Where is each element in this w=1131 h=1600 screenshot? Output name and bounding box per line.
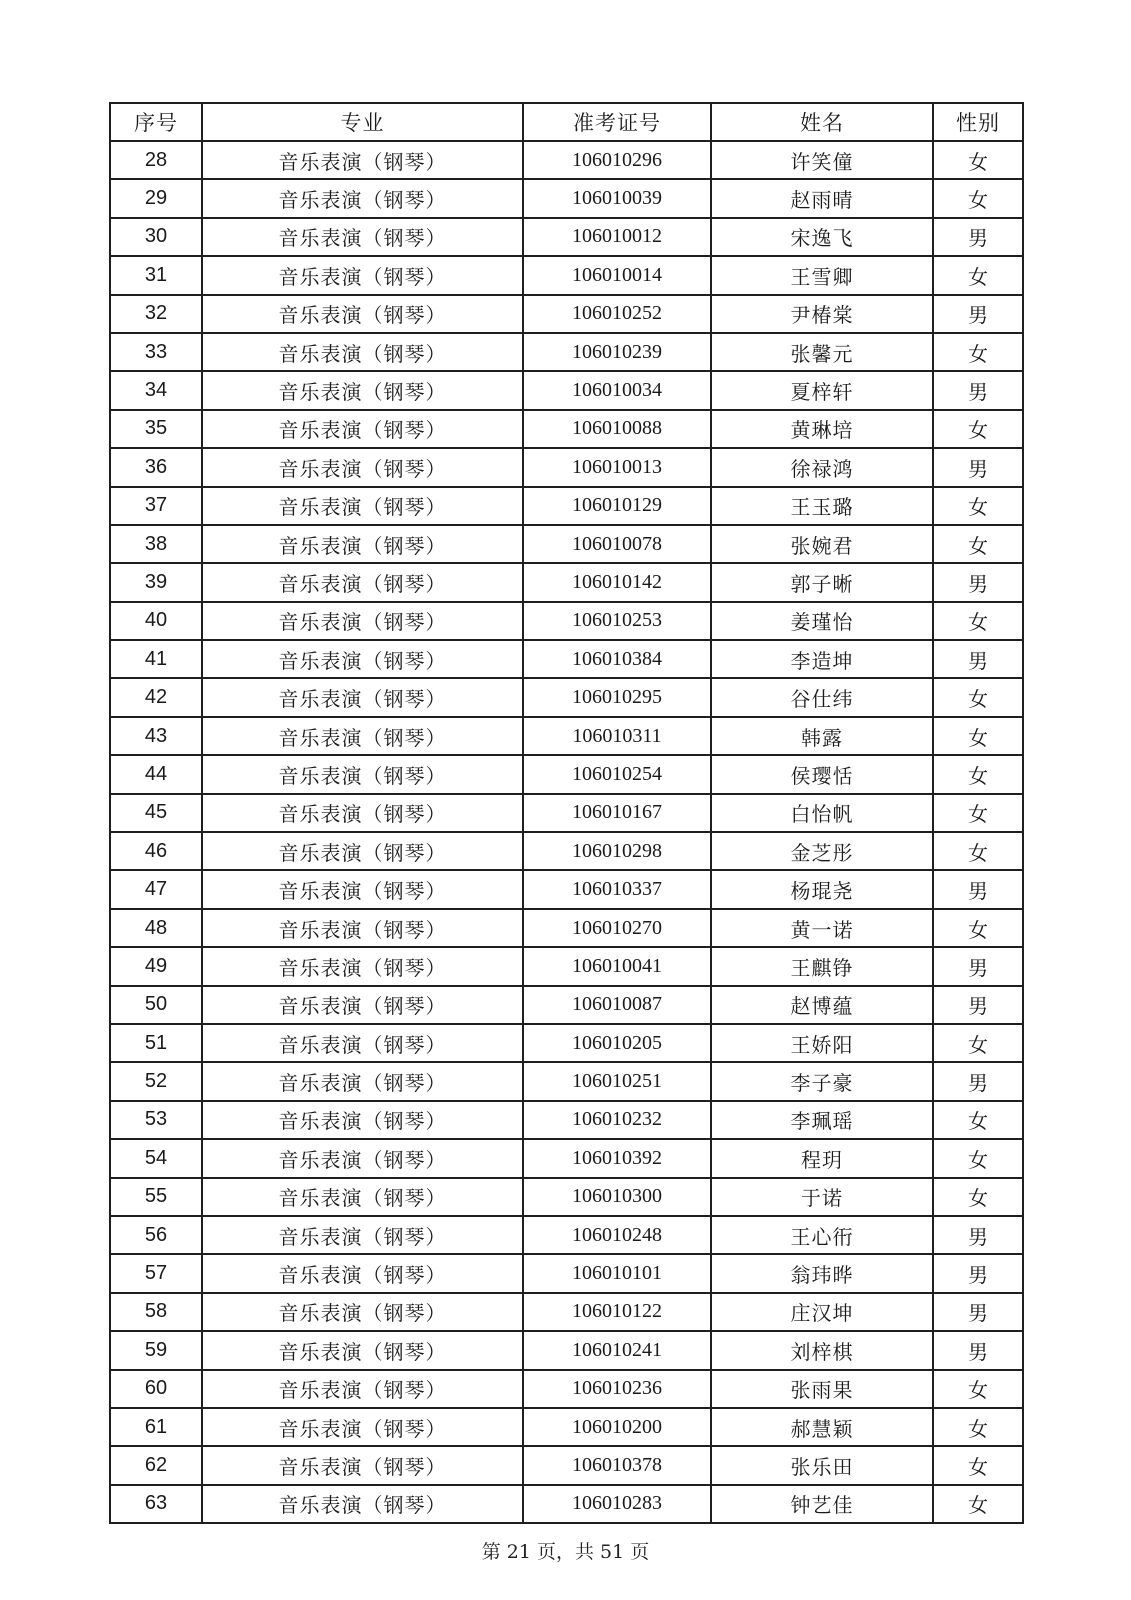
cell-name: 于诺 (711, 1178, 933, 1216)
cell-gender: 男 (933, 295, 1023, 333)
cell-seq: 40 (110, 602, 202, 640)
cell-seq: 60 (110, 1370, 202, 1408)
cell-seq: 33 (110, 333, 202, 371)
cell-major: 音乐表演（钢琴） (202, 1408, 523, 1446)
cell-gender: 女 (933, 1139, 1023, 1177)
cell-name: 黄一诺 (711, 909, 933, 947)
cell-major: 音乐表演（钢琴） (202, 1331, 523, 1369)
cell-name: 程玥 (711, 1139, 933, 1177)
cell-major: 音乐表演（钢琴） (202, 1254, 523, 1292)
cell-seq: 58 (110, 1293, 202, 1331)
cell-gender: 女 (933, 909, 1023, 947)
cell-name: 王心衎 (711, 1216, 933, 1254)
cell-major: 音乐表演（钢琴） (202, 602, 523, 640)
cell-exam-id: 106010295 (523, 678, 711, 716)
cell-seq: 37 (110, 487, 202, 525)
cell-name: 黄琳培 (711, 410, 933, 448)
cell-major: 音乐表演（钢琴） (202, 909, 523, 947)
cell-exam-id: 106010251 (523, 1062, 711, 1100)
cell-gender: 女 (933, 602, 1023, 640)
cell-gender: 男 (933, 986, 1023, 1024)
cell-major: 音乐表演（钢琴） (202, 410, 523, 448)
cell-major: 音乐表演（钢琴） (202, 525, 523, 563)
cell-exam-id: 106010167 (523, 794, 711, 832)
cell-gender: 男 (933, 947, 1023, 985)
cell-exam-id: 106010337 (523, 870, 711, 908)
cell-gender: 女 (933, 1024, 1023, 1062)
table-row (110, 218, 1023, 256)
page-number-text: 第 21 页，共 51 页 (481, 1541, 650, 1563)
cell-major: 音乐表演（钢琴） (202, 448, 523, 486)
cell-gender: 女 (933, 678, 1023, 716)
cell-exam-id: 106010039 (523, 179, 711, 217)
table-row (110, 563, 1023, 601)
cell-major: 音乐表演（钢琴） (202, 678, 523, 716)
header-gender: 性别 (933, 103, 1023, 141)
table-row (110, 640, 1023, 678)
cell-major: 音乐表演（钢琴） (202, 986, 523, 1024)
cell-exam-id: 106010253 (523, 602, 711, 640)
cell-major: 音乐表演（钢琴） (202, 1216, 523, 1254)
cell-seq: 62 (110, 1446, 202, 1484)
cell-gender: 男 (933, 563, 1023, 601)
cell-name: 王娇阳 (711, 1024, 933, 1062)
table-row (110, 870, 1023, 908)
cell-seq: 50 (110, 986, 202, 1024)
header-seq: 序号 (110, 103, 202, 141)
cell-exam-id: 106010013 (523, 448, 711, 486)
table-row (110, 794, 1023, 832)
cell-name: 张雨果 (711, 1370, 933, 1408)
cell-name: 翁玮晔 (711, 1254, 933, 1292)
cell-exam-id: 106010205 (523, 1024, 711, 1062)
cell-name: 徐禄鸿 (711, 448, 933, 486)
cell-major: 音乐表演（钢琴） (202, 1485, 523, 1523)
cell-gender: 男 (933, 1293, 1023, 1331)
table-row (110, 1062, 1023, 1100)
cell-seq: 63 (110, 1485, 202, 1523)
cell-exam-id: 106010088 (523, 410, 711, 448)
cell-exam-id: 106010239 (523, 333, 711, 371)
cell-major: 音乐表演（钢琴） (202, 947, 523, 985)
cell-gender: 女 (933, 1178, 1023, 1216)
cell-major: 音乐表演（钢琴） (202, 256, 523, 294)
cell-major: 音乐表演（钢琴） (202, 1101, 523, 1139)
cell-major: 音乐表演（钢琴） (202, 141, 523, 179)
cell-name: 杨琨尧 (711, 870, 933, 908)
table-row (110, 295, 1023, 333)
cell-name: 王玉璐 (711, 487, 933, 525)
table-row (110, 525, 1023, 563)
cell-seq: 32 (110, 295, 202, 333)
cell-exam-id: 106010087 (523, 986, 711, 1024)
cell-name: 韩露 (711, 717, 933, 755)
cell-major: 音乐表演（钢琴） (202, 179, 523, 217)
cell-seq: 57 (110, 1254, 202, 1292)
header-major: 专业 (202, 103, 523, 141)
table-row (110, 909, 1023, 947)
cell-major: 音乐表演（钢琴） (202, 1139, 523, 1177)
cell-seq: 31 (110, 256, 202, 294)
cell-major: 音乐表演（钢琴） (202, 1293, 523, 1331)
cell-seq: 42 (110, 678, 202, 716)
header-name: 姓名 (711, 103, 933, 141)
table-row (110, 1331, 1023, 1369)
cell-major: 音乐表演（钢琴） (202, 295, 523, 333)
cell-gender: 女 (933, 755, 1023, 793)
cell-gender: 女 (933, 1370, 1023, 1408)
cell-seq: 45 (110, 794, 202, 832)
cell-seq: 47 (110, 870, 202, 908)
cell-seq: 48 (110, 909, 202, 947)
cell-name: 王麒铮 (711, 947, 933, 985)
cell-exam-id: 106010252 (523, 295, 711, 333)
cell-major: 音乐表演（钢琴） (202, 1178, 523, 1216)
cell-name: 郝慧颖 (711, 1408, 933, 1446)
cell-gender: 女 (933, 1446, 1023, 1484)
cell-exam-id: 106010270 (523, 909, 711, 947)
table-row (110, 678, 1023, 716)
cell-name: 刘梓棋 (711, 1331, 933, 1369)
table-row (110, 1139, 1023, 1177)
cell-name: 白怡帆 (711, 794, 933, 832)
table-row (110, 602, 1023, 640)
cell-exam-id: 106010236 (523, 1370, 711, 1408)
table-row (110, 1024, 1023, 1062)
roster-table (109, 102, 1024, 1524)
table-row (110, 947, 1023, 985)
cell-major: 音乐表演（钢琴） (202, 870, 523, 908)
cell-exam-id: 106010241 (523, 1331, 711, 1369)
cell-exam-id: 106010034 (523, 371, 711, 409)
cell-seq: 51 (110, 1024, 202, 1062)
cell-exam-id: 106010300 (523, 1178, 711, 1216)
cell-name: 姜瑾怡 (711, 602, 933, 640)
table-header (110, 103, 1023, 141)
cell-seq: 46 (110, 832, 202, 870)
cell-gender: 女 (933, 1408, 1023, 1446)
cell-name: 金芝彤 (711, 832, 933, 870)
cell-exam-id: 106010012 (523, 218, 711, 256)
cell-gender: 男 (933, 870, 1023, 908)
cell-gender: 男 (933, 371, 1023, 409)
cell-seq: 44 (110, 755, 202, 793)
table-row (110, 371, 1023, 409)
cell-seq: 61 (110, 1408, 202, 1446)
cell-seq: 53 (110, 1101, 202, 1139)
table-row (110, 1216, 1023, 1254)
cell-gender: 女 (933, 1101, 1023, 1139)
cell-major: 音乐表演（钢琴） (202, 640, 523, 678)
cell-exam-id: 106010384 (523, 640, 711, 678)
cell-gender: 女 (933, 179, 1023, 217)
table-row (110, 179, 1023, 217)
cell-exam-id: 106010232 (523, 1101, 711, 1139)
cell-gender: 女 (933, 256, 1023, 294)
cell-gender: 女 (933, 333, 1023, 371)
table-row (110, 1370, 1023, 1408)
cell-gender: 女 (933, 832, 1023, 870)
page-footer (0, 1537, 1131, 1564)
table-row (110, 755, 1023, 793)
cell-seq: 28 (110, 141, 202, 179)
cell-name: 王雪卿 (711, 256, 933, 294)
cell-gender: 女 (933, 525, 1023, 563)
cell-seq: 30 (110, 218, 202, 256)
cell-name: 谷仕纬 (711, 678, 933, 716)
table-row (110, 410, 1023, 448)
cell-gender: 女 (933, 794, 1023, 832)
cell-name: 夏梓轩 (711, 371, 933, 409)
table-row (110, 832, 1023, 870)
cell-major: 音乐表演（钢琴） (202, 794, 523, 832)
cell-name: 尹椿棠 (711, 295, 933, 333)
cell-name: 郭子晰 (711, 563, 933, 601)
table-row (110, 1101, 1023, 1139)
cell-exam-id: 106010311 (523, 717, 711, 755)
cell-seq: 39 (110, 563, 202, 601)
cell-gender: 女 (933, 1485, 1023, 1523)
cell-exam-id: 106010200 (523, 1408, 711, 1446)
cell-gender: 男 (933, 1331, 1023, 1369)
cell-name: 庄汉坤 (711, 1293, 933, 1331)
cell-exam-id: 106010078 (523, 525, 711, 563)
table-row (110, 1178, 1023, 1216)
cell-seq: 56 (110, 1216, 202, 1254)
cell-name: 侯璎恬 (711, 755, 933, 793)
cell-major: 音乐表演（钢琴） (202, 333, 523, 371)
cell-name: 许笑僮 (711, 141, 933, 179)
cell-exam-id: 106010041 (523, 947, 711, 985)
table-row (110, 1293, 1023, 1331)
cell-gender: 男 (933, 448, 1023, 486)
table-row (110, 141, 1023, 179)
cell-seq: 35 (110, 410, 202, 448)
cell-major: 音乐表演（钢琴） (202, 832, 523, 870)
cell-major: 音乐表演（钢琴） (202, 1370, 523, 1408)
cell-name: 赵博蕴 (711, 986, 933, 1024)
cell-name: 李珮瑶 (711, 1101, 933, 1139)
cell-major: 音乐表演（钢琴） (202, 755, 523, 793)
cell-seq: 49 (110, 947, 202, 985)
cell-gender: 女 (933, 487, 1023, 525)
cell-exam-id: 106010129 (523, 487, 711, 525)
cell-exam-id: 106010254 (523, 755, 711, 793)
cell-name: 宋逸飞 (711, 218, 933, 256)
cell-seq: 41 (110, 640, 202, 678)
cell-seq: 59 (110, 1331, 202, 1369)
cell-gender: 女 (933, 410, 1023, 448)
cell-name: 李造坤 (711, 640, 933, 678)
header-exam-id: 准考证号 (523, 103, 711, 141)
cell-major: 音乐表演（钢琴） (202, 487, 523, 525)
cell-gender: 男 (933, 1062, 1023, 1100)
cell-gender: 男 (933, 640, 1023, 678)
cell-name: 张婉君 (711, 525, 933, 563)
table-row (110, 717, 1023, 755)
table-row (110, 333, 1023, 371)
cell-exam-id: 106010392 (523, 1139, 711, 1177)
cell-major: 音乐表演（钢琴） (202, 1024, 523, 1062)
cell-exam-id: 106010101 (523, 1254, 711, 1292)
cell-exam-id: 106010122 (523, 1293, 711, 1331)
table-body (110, 141, 1023, 1523)
cell-name: 赵雨晴 (711, 179, 933, 217)
cell-exam-id: 106010248 (523, 1216, 711, 1254)
cell-seq: 38 (110, 525, 202, 563)
cell-exam-id: 106010014 (523, 256, 711, 294)
table-row (110, 1485, 1023, 1523)
cell-seq: 43 (110, 717, 202, 755)
header-row (110, 103, 1023, 141)
cell-gender: 男 (933, 1254, 1023, 1292)
table-row (110, 487, 1023, 525)
table-row (110, 1408, 1023, 1446)
cell-major: 音乐表演（钢琴） (202, 218, 523, 256)
cell-exam-id: 106010298 (523, 832, 711, 870)
cell-name: 李子豪 (711, 1062, 933, 1100)
cell-seq: 55 (110, 1178, 202, 1216)
cell-seq: 29 (110, 179, 202, 217)
cell-seq: 36 (110, 448, 202, 486)
cell-gender: 女 (933, 717, 1023, 755)
table-row (110, 1254, 1023, 1292)
cell-gender: 男 (933, 1216, 1023, 1254)
cell-exam-id: 106010142 (523, 563, 711, 601)
cell-exam-id: 106010378 (523, 1446, 711, 1484)
cell-seq: 52 (110, 1062, 202, 1100)
cell-name: 钟艺佳 (711, 1485, 933, 1523)
cell-seq: 34 (110, 371, 202, 409)
cell-exam-id: 106010296 (523, 141, 711, 179)
table-row (110, 448, 1023, 486)
cell-seq: 54 (110, 1139, 202, 1177)
cell-major: 音乐表演（钢琴） (202, 1062, 523, 1100)
cell-major: 音乐表演（钢琴） (202, 717, 523, 755)
cell-name: 张馨元 (711, 333, 933, 371)
cell-major: 音乐表演（钢琴） (202, 563, 523, 601)
cell-exam-id: 106010283 (523, 1485, 711, 1523)
cell-gender: 男 (933, 218, 1023, 256)
cell-major: 音乐表演（钢琴） (202, 371, 523, 409)
table-row (110, 256, 1023, 294)
cell-name: 张乐田 (711, 1446, 933, 1484)
table-row (110, 1446, 1023, 1484)
table-row (110, 986, 1023, 1024)
cell-major: 音乐表演（钢琴） (202, 1446, 523, 1484)
cell-gender: 女 (933, 141, 1023, 179)
